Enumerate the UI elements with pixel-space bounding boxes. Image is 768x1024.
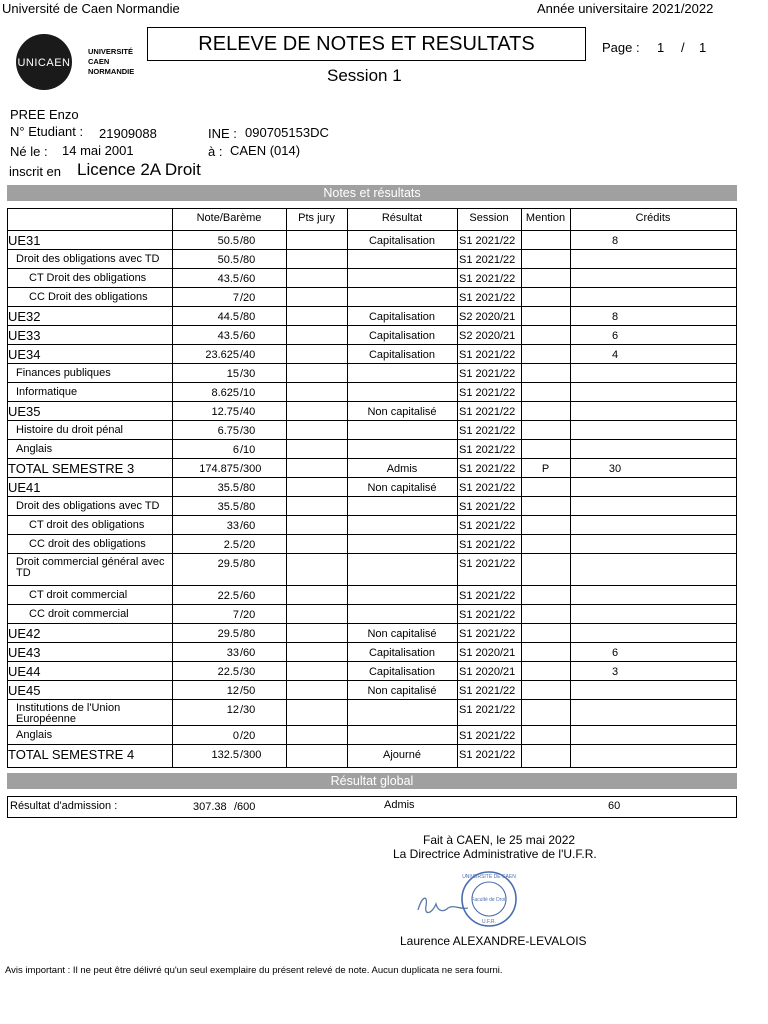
logo-line3: NORMANDIE [88, 67, 135, 76]
table-row [8, 440, 736, 459]
row-scale: /10 [240, 444, 256, 456]
row-session: S1 2021/22 [459, 520, 516, 532]
birth-place-label: à : [208, 144, 223, 159]
global-result-box [7, 796, 737, 818]
row-scale: /60 [240, 520, 256, 532]
row-score: 12.75 [211, 406, 239, 418]
row-session: S1 2021/22 [459, 704, 516, 716]
row-session: S1 2021/22 [459, 628, 516, 640]
row-score: 22.5 [217, 666, 239, 678]
table-row [8, 288, 736, 307]
row-label: Droit commercial général avec TD [16, 556, 165, 579]
student-number-label: N° Etudiant : [10, 124, 84, 139]
page-current: 1 [657, 40, 665, 55]
row-scale: /30 [240, 704, 256, 716]
global-result-label: Résultat d'admission : [10, 800, 118, 812]
signature-role: La Directrice Administrative de l'U.F.R. [393, 847, 597, 861]
row-label: Finances publiques [16, 367, 111, 379]
row-scale: /80 [240, 501, 256, 513]
row-credits: 8 [611, 311, 619, 323]
row-label: Droit des obligations avec TD [16, 253, 160, 265]
table-row [8, 516, 736, 535]
row-label: UE32 [8, 309, 41, 324]
table-header-row [8, 209, 736, 231]
col-session-header: Session [469, 212, 509, 224]
row-score: 23.625 [205, 349, 239, 361]
table-row [8, 345, 736, 364]
global-band: Résultat global [7, 773, 737, 789]
page-label: Page : [602, 40, 640, 55]
row-scale: /80 [240, 482, 256, 494]
row-score: 132.5 [211, 749, 239, 761]
row-session: S1 2021/22 [459, 387, 516, 399]
stamp-and-signature [398, 866, 528, 932]
signature-stroke [418, 898, 468, 912]
academic-year: Année universitaire 2021/2022 [537, 1, 714, 16]
global-result-value: Admis [384, 799, 415, 811]
row-scale: /60 [240, 647, 256, 659]
row-label: Institutions de l'Union Européenne [16, 702, 121, 725]
table-row [8, 326, 736, 345]
session-label: Session 1 [327, 66, 402, 85]
row-label: TOTAL SEMESTRE 3 [8, 461, 135, 476]
enrolled-label: inscrit en [9, 164, 62, 179]
row-session: S1 2021/22 [459, 235, 516, 247]
row-score: 50.5 [217, 235, 239, 247]
table-row [8, 383, 736, 402]
row-session: S1 2021/22 [459, 609, 516, 621]
row-session: S2 2020/21 [459, 311, 516, 323]
row-scale: /20 [240, 609, 256, 621]
row-score: 174.875 [199, 463, 239, 475]
col-resultat-header: Résultat [381, 212, 423, 224]
row-result: Capitalisation [368, 311, 436, 323]
table-row [8, 402, 736, 421]
row-scale: /20 [240, 539, 256, 551]
row-label: Anglais [16, 443, 53, 455]
table-row [8, 700, 736, 726]
table-row [8, 307, 736, 326]
col-credits-header: Crédits [635, 212, 671, 224]
row-score: 7 [232, 292, 239, 304]
row-score: 2.5 [223, 539, 239, 551]
birth-place: CAEN (014) [230, 143, 301, 158]
row-scale: /50 [240, 685, 256, 697]
row-scale: /30 [240, 666, 256, 678]
row-label: UE42 [8, 626, 41, 641]
row-label: CC droit des obligations [29, 538, 146, 550]
row-result: Capitalisation [368, 235, 436, 247]
row-session: S1 2021/22 [459, 501, 516, 513]
birth-label: Né le : [10, 144, 48, 159]
row-scale: /40 [240, 349, 256, 361]
global-scale: /600 [234, 801, 256, 813]
svg-text:UNIVERSITÉ DE CAEN: UNIVERSITÉ DE CAEN [462, 874, 516, 880]
table-row [8, 643, 736, 662]
birth-date: 14 mai 2001 [62, 143, 134, 158]
row-result: Non capitalisé [367, 685, 437, 697]
logo-mark: UNICAEN [17, 57, 71, 69]
global-credits: 60 [608, 800, 621, 812]
row-scale: /40 [240, 406, 256, 418]
row-session: S1 2021/22 [459, 349, 516, 361]
row-scale: /60 [240, 330, 256, 342]
row-session: S1 2021/22 [459, 444, 516, 456]
row-label: UE44 [8, 664, 41, 679]
unicaen-logo [14, 33, 140, 91]
table-row [8, 250, 736, 269]
ine-value: 090705153DC [245, 125, 329, 140]
row-result: Capitalisation [368, 647, 436, 659]
program-name: Licence 2A Droit [77, 160, 201, 179]
table-row [8, 662, 736, 681]
row-label: CT droit des obligations [29, 519, 145, 531]
row-scale: /80 [240, 628, 256, 640]
row-credits: 3 [611, 666, 619, 678]
row-session: S1 2021/22 [459, 292, 516, 304]
col-note-bareme-header: Note/Barème [196, 212, 262, 224]
row-scale: /80 [240, 311, 256, 323]
row-session: S1 2021/22 [459, 539, 516, 551]
global-score: 307.38 [193, 801, 227, 813]
row-scale: /300 [240, 463, 262, 475]
row-label: UE45 [8, 683, 41, 698]
row-score: 33 [226, 647, 239, 659]
row-scale: /80 [240, 235, 256, 247]
row-scale: /10 [240, 387, 256, 399]
row-mention: P [541, 463, 550, 475]
table-row [8, 421, 736, 440]
row-label: CT droit commercial [29, 589, 128, 601]
table-row [8, 478, 736, 497]
row-scale: /20 [240, 730, 256, 742]
col-pts-jury-header: Pts jury [298, 212, 335, 224]
row-score: 29.5 [217, 628, 239, 640]
table-row [8, 459, 736, 478]
university-name: Université de Caen Normandie [2, 1, 180, 16]
table-row [8, 726, 736, 745]
row-label: UE43 [8, 645, 41, 660]
row-session: S1 2021/22 [459, 730, 516, 742]
row-result: Admis [386, 463, 418, 475]
row-session: S1 2021/22 [459, 463, 516, 475]
row-label: UE33 [8, 328, 41, 343]
signature-place-date: Fait à CAEN, le 25 mai 2022 [423, 833, 576, 847]
row-label: Anglais [16, 729, 53, 741]
row-scale: /80 [240, 254, 256, 266]
row-score: 35.5 [217, 501, 239, 513]
student-name: PREE Enzo [10, 107, 79, 122]
row-credits: 6 [611, 647, 619, 659]
logo-line2: CAEN [88, 57, 110, 66]
row-label: Informatique [16, 386, 78, 398]
row-score: 29.5 [217, 558, 239, 570]
table-row [8, 364, 736, 383]
row-result: Non capitalisé [367, 482, 437, 494]
row-score: 35.5 [217, 482, 239, 494]
row-session: S1 2021/22 [459, 685, 516, 697]
student-number: 21909088 [99, 126, 157, 141]
row-score: 12 [226, 685, 239, 697]
table-row [8, 269, 736, 288]
row-scale: /60 [240, 590, 256, 602]
row-score: 15 [226, 368, 239, 380]
row-credits: 4 [611, 349, 619, 361]
row-score: 6.75 [217, 425, 239, 437]
row-score: 50.5 [217, 254, 239, 266]
row-score: 0 [232, 730, 239, 742]
table-row [8, 497, 736, 516]
row-credits: 8 [611, 235, 619, 247]
row-session: S1 2021/22 [459, 368, 516, 380]
row-session: S1 2021/22 [459, 273, 516, 285]
row-scale: /80 [240, 558, 256, 570]
row-score: 6 [232, 444, 239, 456]
row-result: Capitalisation [368, 666, 436, 678]
row-score: 43.5 [217, 330, 239, 342]
row-session: S2 2020/21 [459, 330, 516, 342]
table-row [8, 231, 736, 250]
page-separator: / [681, 40, 685, 55]
row-score: 43.5 [217, 273, 239, 285]
row-score: 33 [226, 520, 239, 532]
row-label: CC Droit des obligations [29, 291, 148, 303]
row-session: S1 2020/21 [459, 666, 516, 678]
row-scale: /60 [240, 273, 256, 285]
logo-line1: UNIVERSITÉ [88, 47, 134, 56]
grades-table [7, 208, 737, 768]
col-mention-header: Mention [525, 212, 566, 224]
table-row [8, 745, 736, 766]
svg-text:Faculté de Droit: Faculté de Droit [471, 897, 507, 903]
row-session: S1 2021/22 [459, 425, 516, 437]
table-row [8, 554, 736, 586]
row-score: 22.5 [217, 590, 239, 602]
results-band: Notes et résultats [7, 185, 737, 201]
table-row [8, 681, 736, 700]
row-label: Droit des obligations avec TD [16, 500, 160, 512]
signatory-name: Laurence ALEXANDRE-LEVALOIS [400, 934, 587, 948]
row-scale: /300 [240, 749, 262, 761]
row-label: UE41 [8, 480, 41, 495]
row-session: S1 2021/22 [459, 558, 516, 570]
row-result: Capitalisation [368, 330, 436, 342]
row-scale: /30 [240, 425, 256, 437]
row-result: Capitalisation [368, 349, 436, 361]
row-score: 12 [226, 704, 239, 716]
row-credits: 6 [611, 330, 619, 342]
row-scale: /30 [240, 368, 256, 380]
row-session: S1 2021/22 [459, 482, 516, 494]
row-result: Ajourné [383, 749, 421, 761]
table-row [8, 535, 736, 554]
row-session: S1 2021/22 [459, 254, 516, 266]
row-session: S1 2021/22 [459, 590, 516, 602]
svg-text:U.F.R.: U.F.R. [482, 919, 496, 925]
row-label: TOTAL SEMESTRE 4 [8, 747, 135, 762]
table-row [8, 586, 736, 605]
row-credits: 30 [608, 463, 622, 475]
row-label: UE35 [8, 404, 41, 419]
row-result: Non capitalisé [367, 406, 437, 418]
row-label: Histoire du droit pénal [16, 424, 124, 436]
row-score: 7 [232, 609, 239, 621]
table-row [8, 605, 736, 624]
row-scale: /20 [240, 292, 256, 304]
document-title: RELEVE DE NOTES ET RESULTATS [147, 27, 586, 61]
row-score: 44.5 [217, 311, 239, 323]
row-label: UE34 [8, 347, 41, 362]
page-total: 1 [699, 40, 707, 55]
row-score: 8.625 [211, 387, 239, 399]
row-session: S1 2020/21 [459, 647, 516, 659]
row-label: CT Droit des obligations [29, 272, 147, 284]
row-label: CC droit commercial [29, 608, 129, 620]
row-label: UE31 [8, 233, 41, 248]
footer-notice: Avis important : Il ne peut être délivré qu'un seul exemplaire du présent relevé de note. Aucun duplicata ne sera fourni. [5, 965, 503, 976]
row-session: S1 2021/22 [459, 406, 516, 418]
row-result: Non capitalisé [367, 628, 437, 640]
row-session: S1 2021/22 [459, 749, 516, 761]
table-row [8, 624, 736, 643]
ine-label: INE : [208, 126, 237, 141]
